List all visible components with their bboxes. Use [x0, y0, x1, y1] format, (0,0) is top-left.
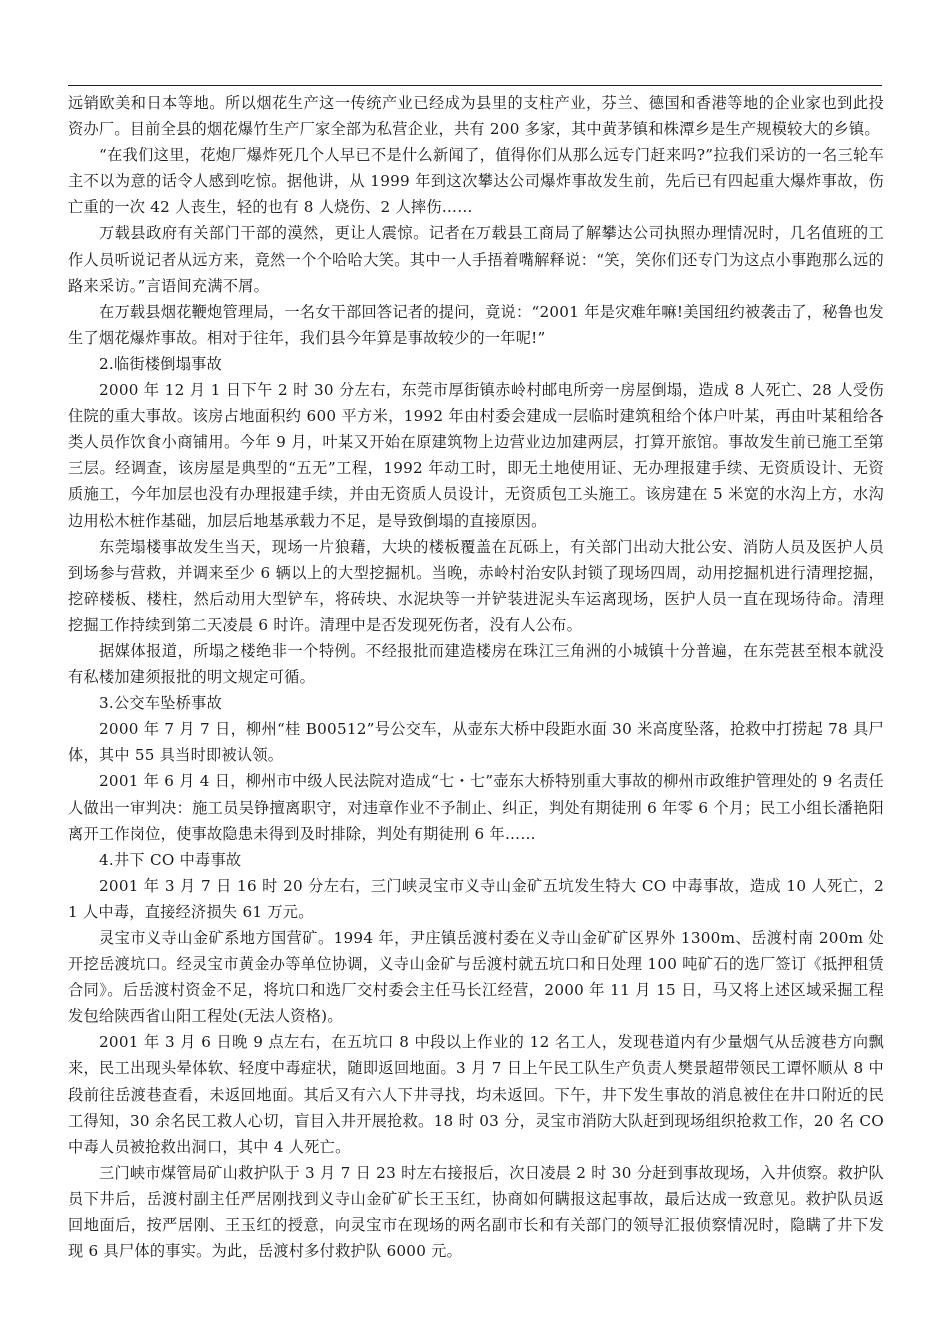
paragraph-2: “在我们这里，花炮厂爆炸死几个人早已不是什么新闻了，值得你们从那么远专门赶来吗?”拉我们采访的一名三轮车主不以为意的话令人感到吃惊。据他讲，从 1999 年到这次攀达公司爆炸事故发生前，先后已有四起重大爆炸事故，伤亡重的一次 42 人丧生，轻的也有 8 人烧伤、2 人摔伤…… — [68, 146, 884, 217]
paragraph-1: 远销欧美和日本等地。所以烟花生产这一传统产业已经成为县里的支柱产业，芬兰、德国和香港等地的企业家也到此投资办厂。目前全县的烟花爆竹生产厂家全部为私营企业，共有 200 多家，其中黄茅镇和株潭乡是生产规模较大的乡镇。 — [68, 94, 884, 139]
section-heading-4: 4.井下 CO 中毒事故 — [99, 850, 242, 869]
paragraph-3: 万载县政府有关部门干部的漠然，更让人震惊。记者在万载县工商局了解攀达公司执照办理情况时，几名值班的工作人员听说记者从远方来，竟然一个个哈哈大笑。其中一人手捂着嘴解释说：“笑，笑你们还专门为这点小事跑那么远的路来采访。”言语间充满不屑。 — [68, 224, 884, 295]
document-body — [68, 90, 884, 1264]
paragraph-5: 2000 年 12 月 1 日下午 2 时 30 分左右，东莞市厚街镇赤岭村邮电所旁一房屋倒塌，造成 8 人死亡、28 人受伤住院的重大事故。该房占地面积约 600 平方米，1992 年由村委会建成一层临时建筑租给个体户叶某，再由叶某租给各类人员作饮食小商铺用。今年 9 月，叶某又开始在原建筑物上边营业边加建两层，打算开旅馆。事故发生前已施工至第三层。经调查，该房屋是典型的“五无”工程，1992 年动工时，即无土地使用证、无办理报建手续、无资质设计、无资质施工，今年加层也没有办理报建手续，并由无资质人员设计，无资质包工头施工。该房建在 5 米宽的水沟上方，水沟边用松木桩作基础，加层后地基承载力不足，是导致倒塌的直接原因。 — [68, 381, 884, 530]
section-heading-2: 2.临街楼倒塌事故 — [99, 354, 223, 373]
paragraph-9: 2001 年 6 月 4 日，柳州市中级人民法院对造成“七・七”壶东大桥特别重大事故的柳州市政维护管理处的 9 名责任人做出一审判决：施工员吴铮擅离职守，对违章作业不予制止、纠正，判处有期徒刑 6 年零 6 个月；民工小组长潘艳阳离开工作岗位，使事故隐患未得到及时排除，判处有期徒刑 6 年…… — [68, 772, 884, 843]
paragraph-4: 在万载县烟花鞭炮管理局，一名女干部回答记者的提问，竟说：“2001 年是灾难年嘛!美国纽约被袭击了，秘鲁也发生了烟花爆炸事故。相对于往年，我们县今年算是事故较少的一年呢!” — [68, 302, 884, 347]
paragraph-8: 2000 年 7 月 7 日，柳州“桂 B00512”号公交车，从壶东大桥中段距水面 30 米高度坠落，抢救中打捞起 78 具尸体，其中 55 具当时即被认领。 — [68, 720, 884, 765]
section-heading-3: 3.公交车坠桥事故 — [99, 694, 223, 713]
paragraph-12: 2001 年 3 月 6 日晚 9 点左右，在五坑口 8 中段以上作业的 12 名工人，发现巷道内有少量烟气从岳渡巷方向飘来，民工出现头晕体软、轻度中毒症状，随即返回地面。3 月 7 日上午民工队生产负责人樊景超带领民工谭怀顺从 8 中段前往岳渡巷查看，未返回地面。其后又有六人下井寻找，均未返回。下午，井下发生事故的消息被住在井口附近的民工得知，30 余名民工救人心切，盲目入井开展抢救。18 时 03 分，灵宝市消防大队赶到现场组织抢救工作，20 名 CO 中毒人员被抢救出洞口，其中 4 人死亡。 — [68, 1033, 884, 1156]
paragraph-10: 2001 年 3 月 7 日 16 时 20 分左右，三门峡灵宝市义寺山金矿五坑发生特大 CO 中毒事故，造成 10 人死亡，21 人中毒，直接经济损失 61 万元。 — [68, 876, 884, 921]
paragraph-11: 灵宝市义寺山金矿系地方国营矿。1994 年，尹庄镇岳渡村委在义寺山金矿矿区界外 1300m、岳渡村南 200m 处开挖岳渡坑口。经灵宝市黄金办等单位协调，义寺山金矿与岳渡村就五坑口和日处理 100 吨矿石的选厂签订《抵押租赁合同》。后岳渡村资金不足，将坑口和选厂交村委会主任马长江经营，2000 年 11 月 15 日，马又将上述区域采掘工程发包给陕西省山阳工程处(无法人资格)。 — [68, 929, 884, 1026]
header-rule — [68, 85, 882, 86]
paragraph-13: 三门峡市煤管局矿山救护队于 3 月 7 日 23 时左右接报后，次日凌晨 2 时 30 分赶到事故现场，入井侦察。救护队员下井后，岳渡村副主任严居刚找到义寺山金矿矿长王玉红，协商如何瞒报这起事故，最后达成一致意见。救护队员返回地面后，按严居刚、王玉红的授意，向灵宝市在现场的两名副市长和有关部门的领导汇报侦察情况时，隐瞒了井下发现 6 具尸体的事实。为此，岳渡村多付救护队 6000 元。 — [68, 1163, 884, 1261]
paragraph-7: 据媒体报道，所塌之楼绝非一个特例。不经报批而建造楼房在珠江三角洲的小城镇十分普遍，在东莞甚至根本就没有私楼加建须报批的明文规定可循。 — [68, 641, 884, 687]
paragraph-6: 东莞塌楼事故发生当天，现场一片狼藉，大块的楼板覆盖在瓦砾上，有关部门出动大批公安、消防人员及医护人员到场参与营救，并调来至少 6 辆以上的大型挖掘机。当晚，赤岭村治安队封锁了现场四周，动用挖掘机进行清理挖掘，挖碎楼板、楼柱，然后动用大型铲车，将砖块、水泥块等一并铲装进泥头车运离现场，医护人员一直在现场待命。清理挖掘工作持续到第二天凌晨 6 时许。清理中是否发现死伤者，没有人公布。 — [68, 537, 884, 634]
